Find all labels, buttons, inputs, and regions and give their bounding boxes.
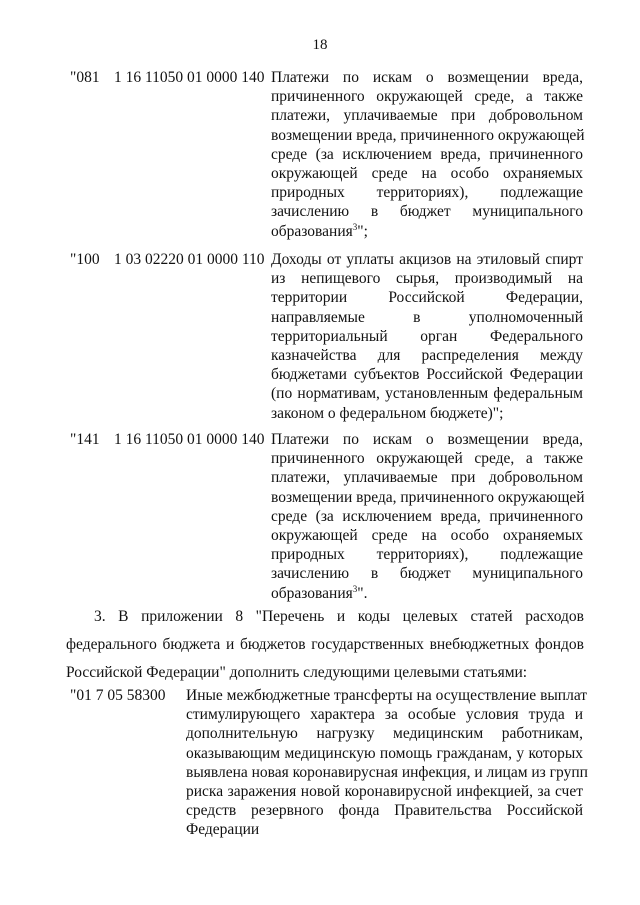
- description-line: зачислению в бюджет муниципального: [271, 203, 583, 221]
- description-line: территориальный орган Федерального: [271, 327, 583, 345]
- description-last-line: Федерации: [186, 821, 260, 839]
- amendment-paragraph: [66, 603, 584, 687]
- description-line: природных территориях), подлежащие: [271, 546, 583, 564]
- target-article-description: [186, 686, 588, 840]
- description-last-line: [271, 584, 583, 603]
- description-last-tail: ".: [357, 584, 368, 602]
- description-line: риска заражения новой коронавирусной инфекцией, за счет: [186, 783, 583, 801]
- entry-admin-code: "100: [70, 251, 100, 268]
- page-number: 18: [312, 37, 328, 53]
- description-last-line: законом о федеральном бюджете)";: [271, 404, 504, 422]
- entry-kbk-code: 1 16 11050 01 0000 140: [114, 431, 265, 448]
- description-line: оказывающим медицинскую помощь гражданам, у которых: [186, 744, 583, 762]
- description-last-text: образования: [271, 222, 353, 240]
- description-last-line: [271, 222, 583, 241]
- description-line: причиненного окружающей среде, а также: [271, 450, 583, 468]
- description-line: окружающей среде на особо охраняемых: [271, 527, 583, 545]
- description-line: Иные межбюджетные трансферты на осуществление выплат: [186, 687, 588, 704]
- entry-kbk-code: 1 03 02220 01 0000 110: [114, 251, 265, 268]
- paragraph-line: федерального бюджета и бюджетов государственных внебюджетных фондов: [66, 636, 584, 653]
- description-line: Доходы от уплаты акцизов на этиловый спирт: [271, 251, 583, 268]
- description-line: окружающей среде на особо охраняемых: [271, 165, 583, 183]
- description-line: выявлена новая коронавирусная инфекция, и лицам из групп: [186, 763, 588, 781]
- description-line: стимулирующего характера за особые условия труда и: [186, 706, 583, 724]
- description-last-tail: ";: [357, 222, 368, 240]
- description-line: средств резервного фонда Правительства Российской: [186, 802, 583, 820]
- description-line: (по нормативам, установленным федеральным: [271, 385, 583, 403]
- entry-description: [271, 250, 583, 423]
- footnote-marker: 3: [352, 583, 358, 594]
- description-line: Платежи по искам о возмещении вреда,: [271, 431, 583, 448]
- description-last-text: образования: [271, 584, 353, 602]
- entry-admin-code: "141: [70, 431, 100, 448]
- entry-description: [271, 68, 583, 241]
- description-line: среде (за исключением вреда, причиненного: [271, 145, 583, 163]
- description-line: казначейства для распределения между: [271, 347, 583, 365]
- description-line: возмещении вреда, причиненного окружающей: [271, 488, 585, 506]
- description-line: природных территориях), подлежащие: [271, 184, 583, 202]
- paragraph-line: 3. В приложении 8 "Перечень и коды целевых статей расходов: [94, 608, 584, 625]
- description-line: среде (за исключением вреда, причиненного: [271, 507, 583, 525]
- description-line: возмещении вреда, причиненного окружающей: [271, 126, 585, 144]
- paragraph-line: Российской Федерации" дополнить следующими целевыми статьями:: [66, 664, 528, 681]
- description-line: причиненного окружающей среде, а также: [271, 88, 583, 106]
- target-article-code: "01 7 05 58300: [70, 687, 166, 704]
- description-line: Платежи по искам о возмещении вреда,: [271, 69, 583, 86]
- description-line: зачислению в бюджет муниципального: [271, 565, 583, 583]
- description-line: территории Российской Федерации,: [271, 289, 583, 307]
- entry-admin-code: "081: [70, 69, 100, 86]
- footnote-marker: 3: [352, 221, 358, 232]
- description-line: из непищевого сырья, производимый на: [271, 270, 583, 288]
- entry-kbk-code: 1 16 11050 01 0000 140: [114, 69, 265, 86]
- description-line: платежи, уплачиваемые при добровольном: [271, 469, 583, 487]
- description-line: бюджетами субъектов Российской Федерации: [271, 366, 583, 384]
- entry-description: [271, 430, 583, 603]
- description-line: направляемые в уполномоченный: [271, 308, 583, 326]
- description-line: платежи, уплачиваемые при добровольном: [271, 107, 583, 125]
- description-line: дополнительную нагрузку медицинским работникам,: [186, 725, 583, 743]
